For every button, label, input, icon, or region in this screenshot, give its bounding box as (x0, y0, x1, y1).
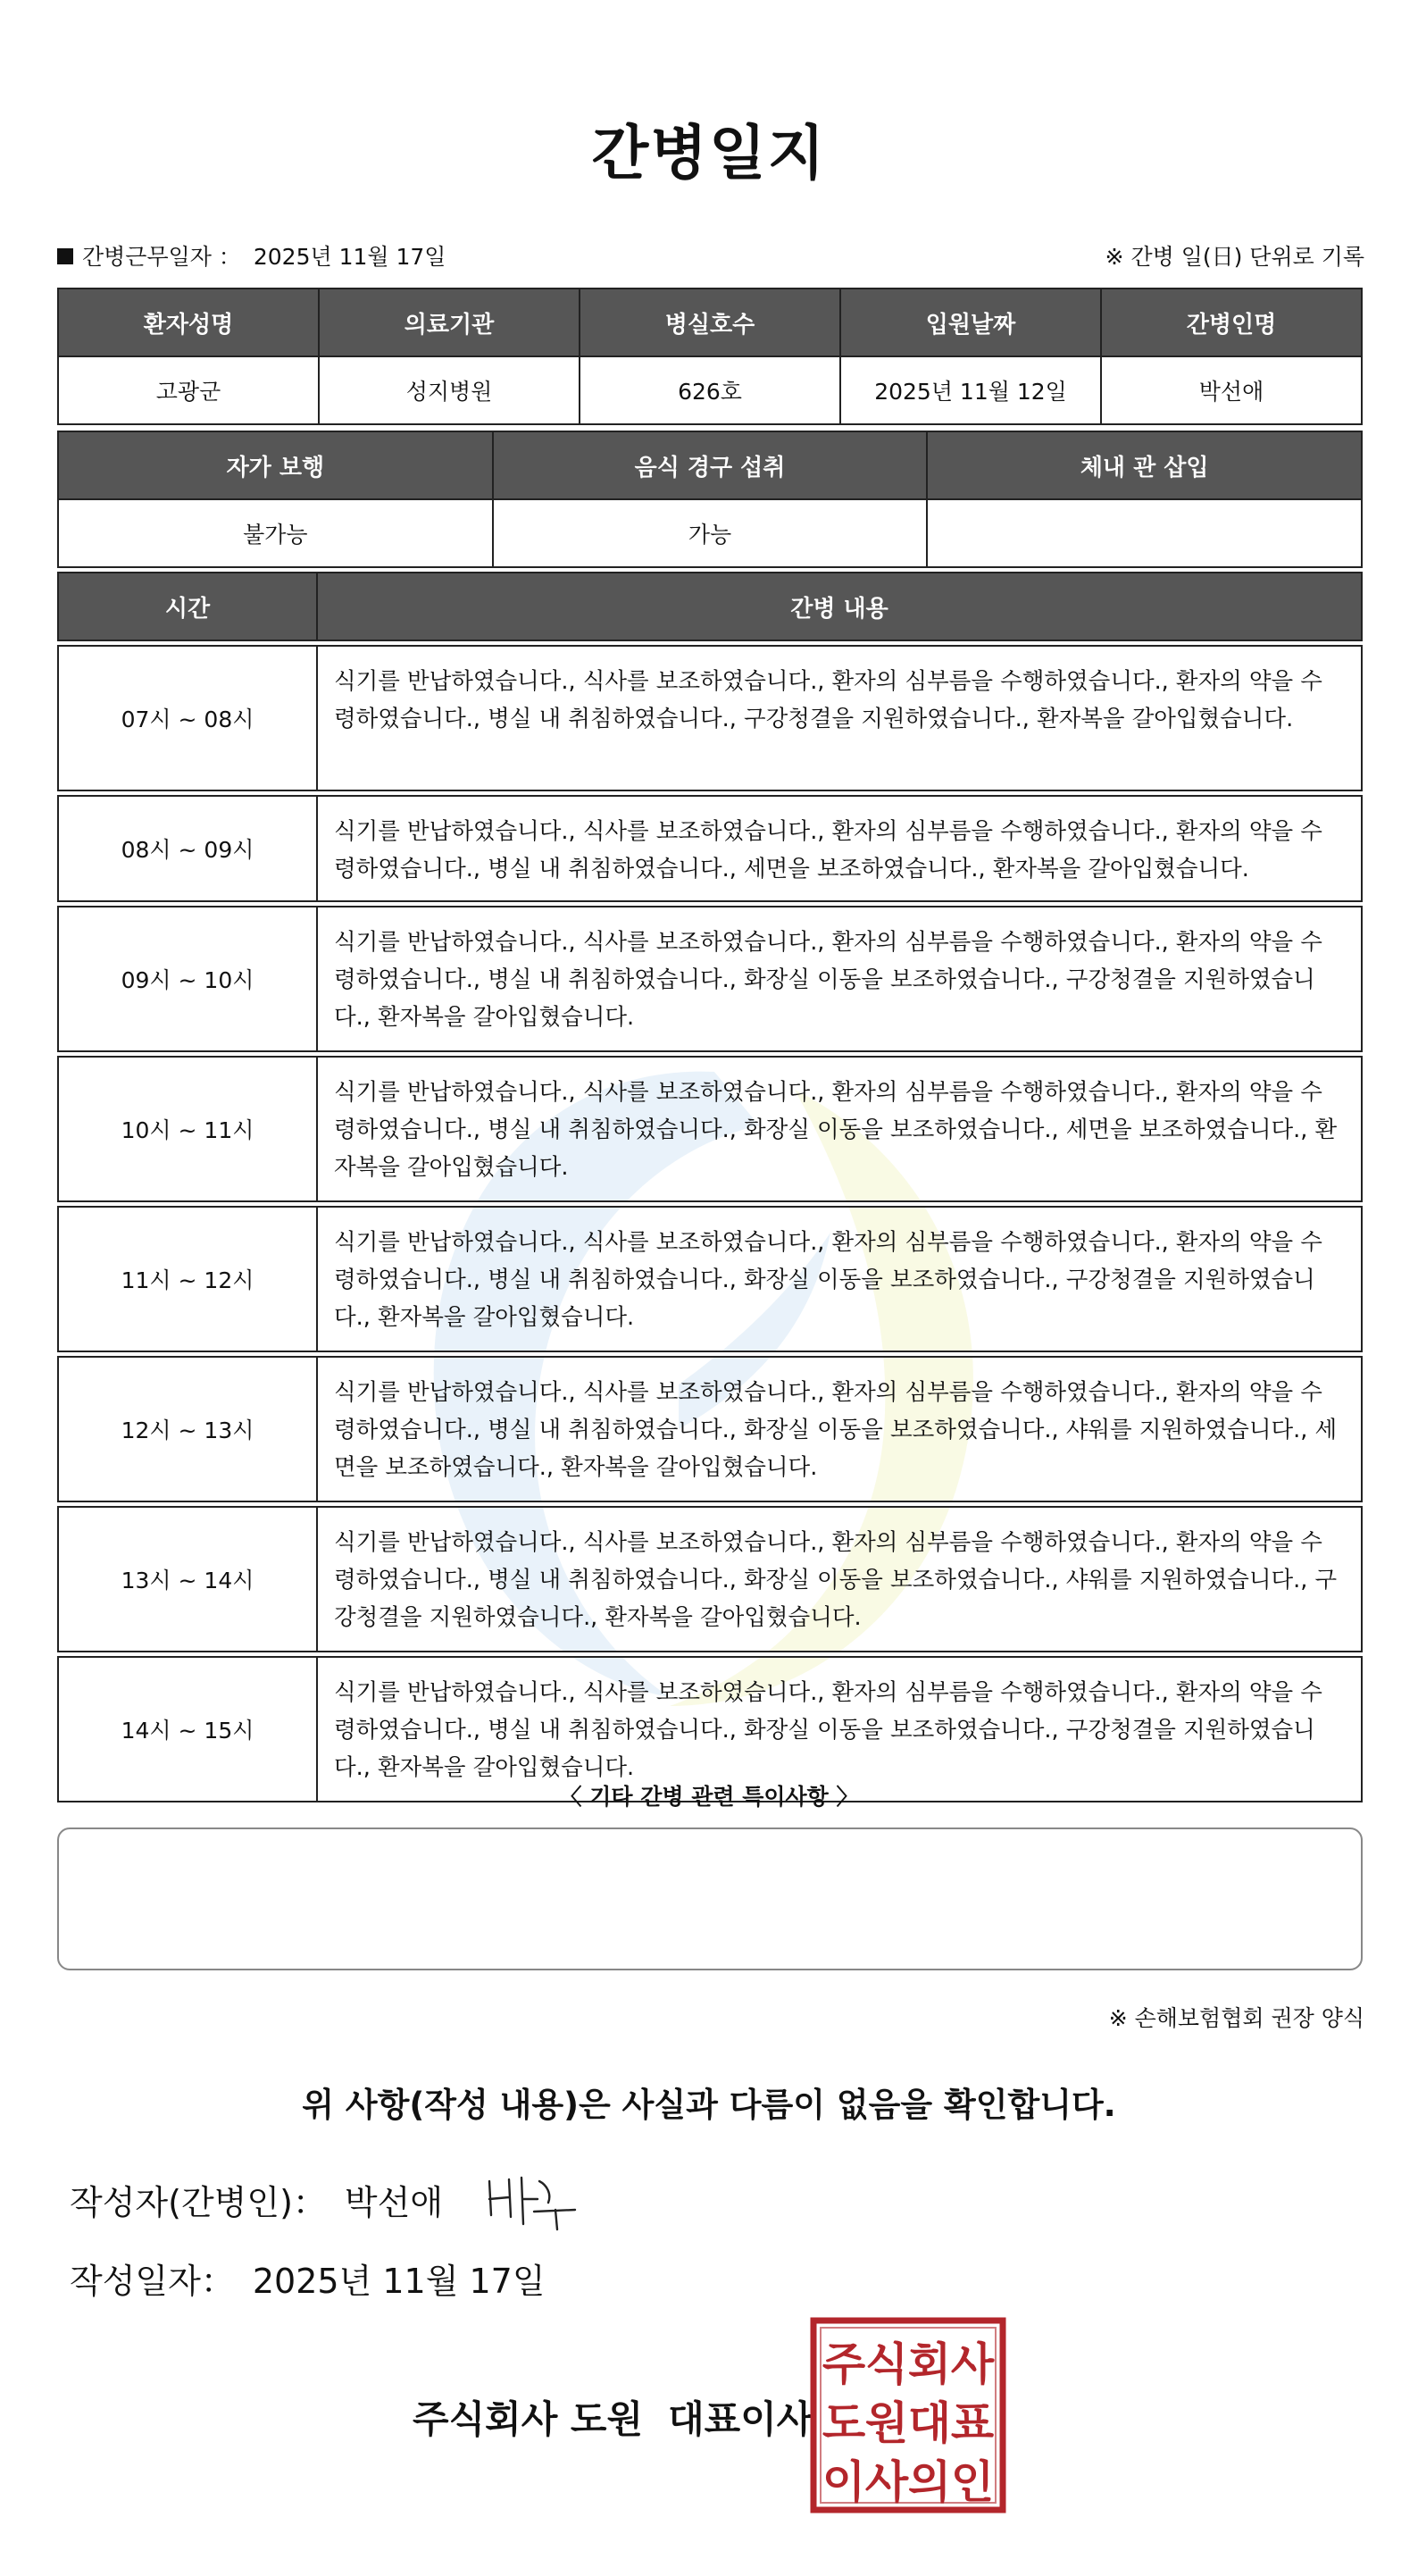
confirmation-statement: 위 사항(작성 내용)은 사실과 다름이 없음을 확인합니다. (302, 2086, 1116, 2124)
header-self-walking: 자가 보행 (58, 431, 493, 499)
table-row (58, 907, 1362, 1051)
care-log-header-row (58, 573, 1362, 640)
admission-date: 2025년 11월 12일 (840, 356, 1101, 424)
care-log-table (57, 572, 1363, 1802)
care-content-cell: 식기를 반납하였습니다., 식사를 보조하였습니다., 환자의 심부름을 수행하였습니다., 환자의 약을 수령하였습니다., 병실 내 취침하였습니다., 화장실 이동을 보조하였습니다., 세면을 보조하였습니다., 환자복을 갈아입혔습니다. (317, 1057, 1362, 1201)
time-cell: 14시 ~ 15시 (58, 1657, 317, 1802)
square-bullet-icon (57, 248, 73, 264)
company-signature-line (413, 2390, 813, 2444)
special-notes-title: 〈 기타 간병 관련 특이사항 〉 (559, 1784, 859, 1810)
work-date (57, 239, 446, 272)
work-date-label: 간병근무일자 ： (82, 244, 241, 270)
oral-intake-value: 가능 (493, 499, 928, 567)
svg-text:회: 회 (907, 2338, 952, 2390)
table-row (58, 796, 1362, 901)
care-content-cell: 식기를 반납하였습니다., 식사를 보조하였습니다., 환자의 심부름을 수행하였습니다., 환자의 약을 수령하였습니다., 병실 내 취침하였습니다., 구강청결을 지원하였습니다., 환자복을 갈아입혔습니다. (317, 646, 1362, 790)
care-content-cell: 식기를 반납하였습니다., 식사를 보조하였습니다., 환자의 심부름을 수행하였습니다., 환자의 약을 수령하였습니다., 병실 내 취침하였습니다., 화장실 이동을 보조하였습니다., 구강청결을 지원하였습니다., 환자복을 갈아입혔습니다. (317, 1657, 1362, 1802)
svg-text:주: 주 (822, 2338, 866, 2390)
time-cell: 08시 ~ 09시 (58, 796, 317, 901)
patient-info-value-row (58, 356, 1362, 424)
care-content-cell: 식기를 반납하였습니다., 식사를 보조하였습니다., 환자의 심부름을 수행하였습니다., 환자의 약을 수령하였습니다., 병실 내 취침하였습니다., 화장실 이동을 보조하였습니다., 샤워를 지원하였습니다., 세면을 보조하였습니다., 환자복을 갈아입혔습니다. (317, 1357, 1362, 1501)
writer-name: 박선애 (344, 2183, 444, 2222)
tube-insertion-value (927, 499, 1362, 567)
table-row (58, 1057, 1362, 1201)
patient-name: 고광군 (58, 356, 319, 424)
header-patient-name: 환자성명 (58, 289, 319, 356)
patient-info-table (57, 288, 1363, 425)
care-content-cell: 식기를 반납하였습니다., 식사를 보조하였습니다., 환자의 심부름을 수행하였습니다., 환자의 약을 수령하였습니다., 병실 내 취침하였습니다., 화장실 이동을 보조하였습니다., 샤워를 지원하였습니다., 구강청결을 지원하였습니다., 환자복을 갈아입혔습니다. (317, 1507, 1362, 1652)
table-row (58, 1507, 1362, 1652)
header-room-number: 병실호수 (580, 289, 840, 356)
header-time: 시간 (58, 573, 317, 640)
svg-text:원: 원 (864, 2397, 909, 2449)
svg-text:대: 대 (907, 2397, 952, 2449)
header-tube-insertion: 체내 관 삽입 (927, 431, 1362, 499)
svg-text:인: 인 (950, 2456, 995, 2508)
patient-status-header-row (58, 431, 1362, 499)
company-name: 주식회사 도원 (413, 2397, 644, 2441)
svg-text:도: 도 (822, 2397, 866, 2449)
table-row (58, 646, 1362, 790)
time-cell: 09시 ~ 10시 (58, 907, 317, 1051)
header-oral-intake: 음식 경구 섭취 (493, 431, 928, 499)
time-cell: 12시 ~ 13시 (58, 1357, 317, 1501)
patient-status-table (57, 431, 1363, 568)
svg-text:이: 이 (822, 2456, 866, 2508)
time-cell: 13시 ~ 14시 (58, 1507, 317, 1652)
care-content-cell: 식기를 반납하였습니다., 식사를 보조하였습니다., 환자의 심부름을 수행하였습니다., 환자의 약을 수령하였습니다., 병실 내 취침하였습니다., 화장실 이동을 보조하였습니다., 구강청결을 지원하였습니다., 환자복을 갈아입혔습니다. (317, 907, 1362, 1051)
room-number: 626호 (580, 356, 840, 424)
svg-text:의: 의 (907, 2456, 952, 2508)
special-notes-box[interactable] (57, 1827, 1363, 1970)
handwritten-signature-icon (482, 2172, 580, 2235)
writer-label: 작성자(간병인)： (70, 2183, 327, 2222)
work-date-value: 2025년 11월 17일 (253, 244, 446, 270)
written-date-value: 2025년 11월 17일 (252, 2262, 546, 2301)
table-row (58, 1207, 1362, 1351)
recommend-note: ※ 손해보험협회 권장 양식 (1108, 2005, 1364, 2031)
care-content-cell: 식기를 반납하였습니다., 식사를 보조하였습니다., 환자의 심부름을 수행하였습니다., 환자의 약을 수령하였습니다., 병실 내 취침하였습니다., 화장실 이동을 보조하였습니다., 구강청결을 지원하였습니다., 환자복을 갈아입혔습니다. (317, 1207, 1362, 1351)
table-row (58, 1357, 1362, 1501)
header-admission-date: 입원날짜 (840, 289, 1101, 356)
svg-text:표: 표 (950, 2397, 995, 2449)
company-role: 대표이사 (668, 2397, 813, 2441)
document-title: 간병일지 (591, 119, 827, 188)
self-walking-value: 불가능 (58, 499, 493, 567)
time-cell: 11시 ~ 12시 (58, 1207, 317, 1351)
writer-line (70, 2175, 443, 2224)
time-cell: 10시 ~ 11시 (58, 1057, 317, 1201)
care-content-cell: 식기를 반납하였습니다., 식사를 보조하였습니다., 환자의 심부름을 수행하였습니다., 환자의 약을 수령하였습니다., 병실 내 취침하였습니다., 세면을 보조하였습니다., 환자복을 갈아입혔습니다. (317, 796, 1362, 901)
hospital-name: 성지병원 (319, 356, 580, 424)
svg-text:식: 식 (864, 2338, 909, 2390)
header-caregiver-name: 간병인명 (1101, 289, 1362, 356)
written-date-label: 작성일자： (70, 2262, 235, 2301)
caregiver-name: 박선애 (1101, 356, 1362, 424)
written-date-line (70, 2254, 546, 2303)
svg-text:사: 사 (864, 2456, 909, 2508)
svg-text:사: 사 (950, 2338, 995, 2390)
patient-status-value-row (58, 499, 1362, 567)
record-note: ※ 간병 일(日) 단위로 기록 (1105, 244, 1364, 270)
header-care-content: 간병 내용 (317, 573, 1362, 640)
time-cell: 07시 ~ 08시 (58, 646, 317, 790)
header-hospital: 의료기관 (319, 289, 580, 356)
company-seal-stamp-icon (808, 2315, 1008, 2515)
patient-info-header-row (58, 289, 1362, 356)
